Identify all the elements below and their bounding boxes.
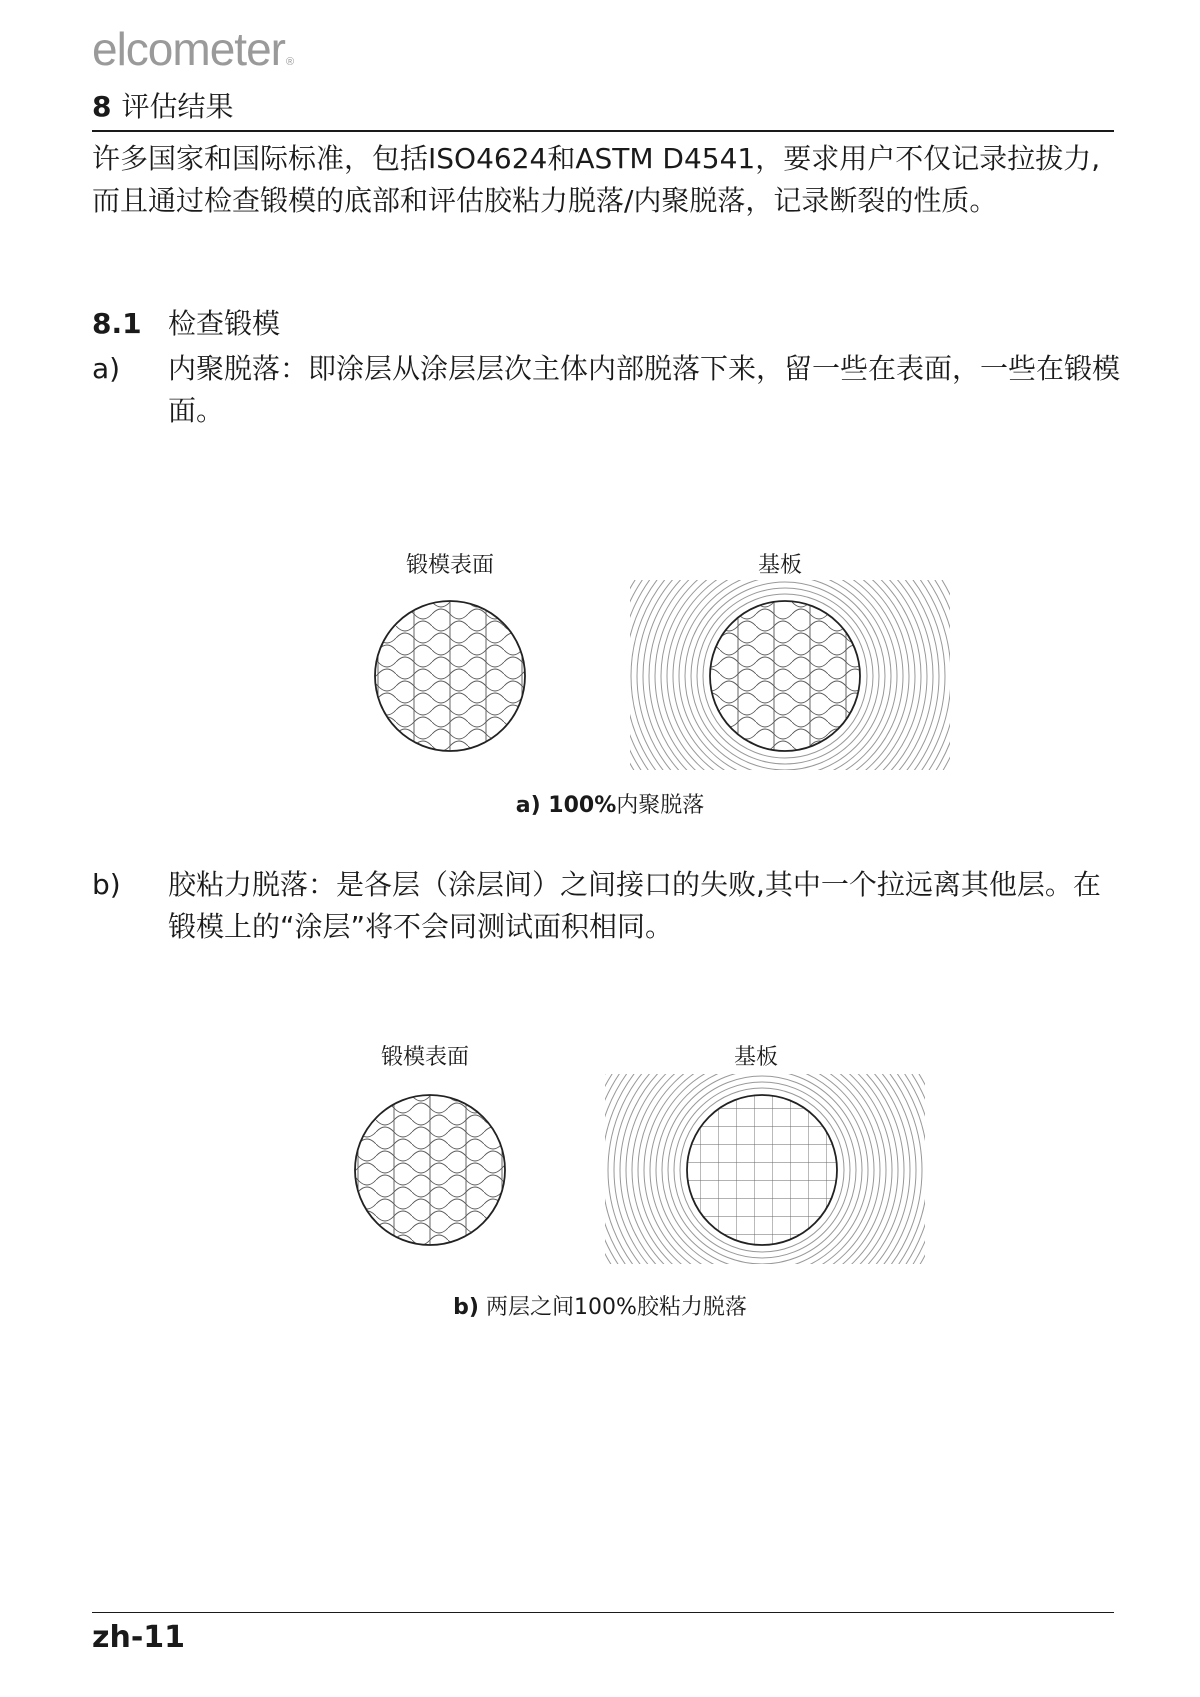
figure-b-dolly-label: 锻模表面 [380, 1045, 469, 1070]
section-paragraph: 许多国家和国际标准，包括ISO4624和ASTM D4541，要求用户不仅记录拉拔力,而且通过检查锻模的底部和评估胶粘力脱落/内聚脱落，记录断裂的性质。 [92, 142, 1101, 217]
figure-a-caption [450, 788, 770, 819]
caption-prefix: a) 100% [515, 793, 617, 818]
elcometer-logo [92, 22, 293, 76]
figure-b-substrate-label: 基板 [733, 1045, 778, 1070]
substrate-test-area-adhesive [687, 1095, 837, 1245]
section-number: 8 [92, 90, 112, 123]
section-heading [92, 90, 1114, 132]
subsection-number: 8.1 [92, 307, 142, 340]
dolly-face-coating [355, 1095, 505, 1245]
registered-mark: ® [285, 56, 294, 68]
subsection-heading [92, 306, 280, 342]
list-item-a [92, 348, 1132, 438]
section-title: 评估结果 [121, 90, 234, 123]
figure-b-caption [400, 1290, 800, 1321]
logo-text: elcometer [92, 23, 285, 75]
caption-prefix: b) [453, 1295, 479, 1320]
caption-text: 两层之间100%胶粘力脱落 [478, 1295, 747, 1320]
figure-a-substrate-label: 基板 [757, 553, 802, 578]
list-marker: a) [92, 352, 121, 385]
figure-a-dolly-label: 锻模表面 [405, 553, 494, 578]
figure-b-diagram [340, 1072, 940, 1268]
footer-rule [92, 1612, 1114, 1613]
subsection-title: 检查锻模 [168, 307, 281, 340]
list-item-text: 内聚脱落：即涂层从涂层层次主体内部脱落下来，留一些在表面，一些在锻模面。 [168, 352, 1121, 427]
caption-text: 内聚脱落 [616, 793, 705, 818]
list-item-b [92, 864, 1132, 954]
dolly-face-cohesive [375, 601, 525, 751]
substrate-test-area-cohesive [710, 601, 860, 751]
figure-a-diagram [360, 578, 960, 774]
list-item-text: 胶粘力脱落：是各层（涂层间）之间接口的失败,其中一个拉远离其他层。在锻模上的“涂层”将不会同测试面积相同。 [168, 868, 1101, 943]
page-number: zh-11 [92, 1620, 186, 1655]
list-marker: b) [92, 868, 121, 901]
